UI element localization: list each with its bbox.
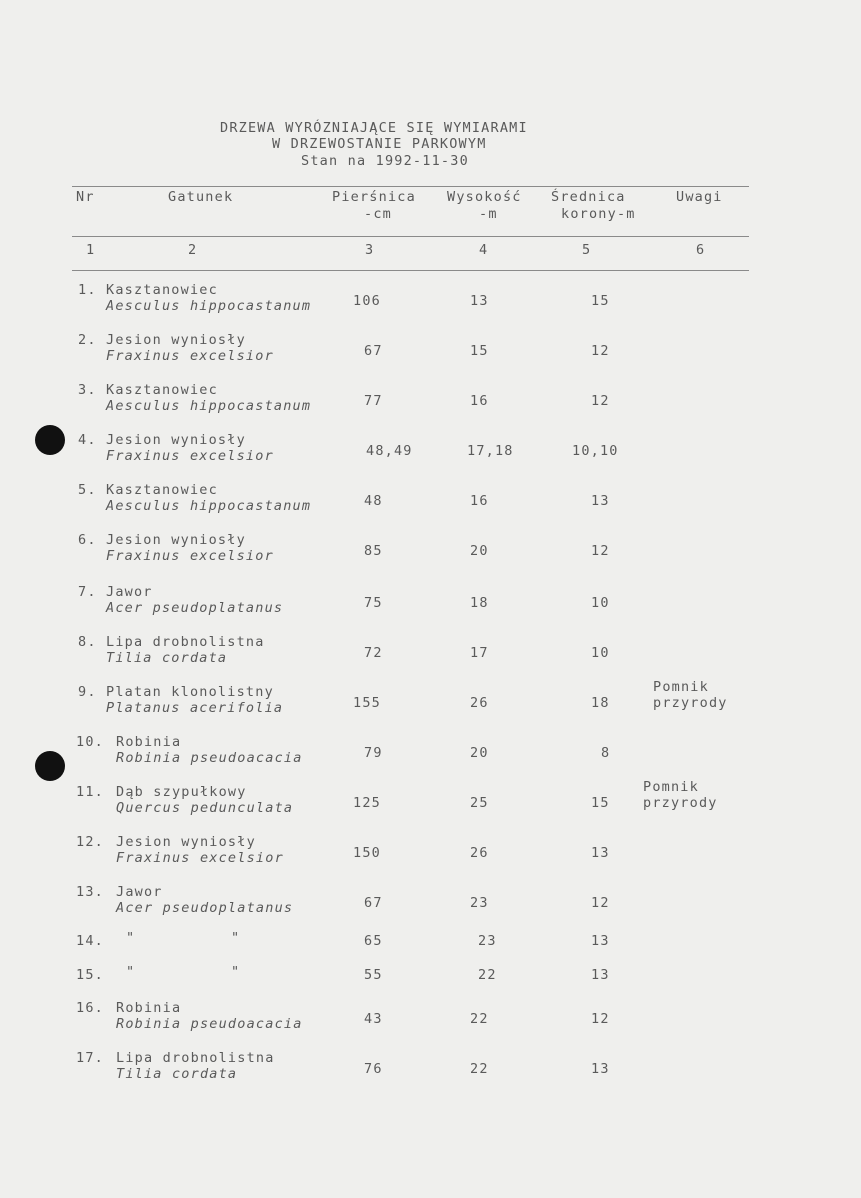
row-number: 15. [76, 967, 104, 983]
species-name: Kasztanowiec [106, 482, 218, 498]
piersnica-cell: 150 [353, 845, 381, 861]
species-latin-name: Aesculus hippocastanum [106, 398, 312, 414]
column-number: 1 [86, 242, 96, 258]
punch-hole [35, 425, 65, 455]
wysokosc-cell: 17,18 [467, 443, 514, 459]
row-number: 3. [78, 382, 97, 398]
row-number: 8. [78, 634, 97, 650]
header-piersnica: Pierśnica [332, 189, 416, 205]
piersnica-cell: 79 [364, 745, 383, 761]
wysokosc-cell: 22 [470, 1061, 489, 1077]
piersnica-cell: 48 [364, 493, 383, 509]
species-latin-name: Fraxinus excelsior [106, 548, 274, 564]
srednica-cell: 15 [591, 795, 610, 811]
species-latin-name: Fraxinus excelsior [116, 850, 284, 866]
uwagi-cell: Pomnik [653, 679, 709, 695]
species-latin-name: Quercus pedunculata [116, 800, 294, 816]
row-number: 10. [76, 734, 104, 750]
row-number: 12. [76, 834, 104, 850]
species-latin-name: Platanus acerifolia [106, 700, 284, 716]
wysokosc-cell: 13 [470, 293, 489, 309]
piersnica-cell: 67 [364, 895, 383, 911]
row-number: 14. [76, 933, 104, 949]
document-date: Stan na 1992-11-30 [301, 153, 469, 169]
species-name: Jesion wyniosły [116, 834, 256, 850]
row-number: 13. [76, 884, 104, 900]
wysokosc-cell: 20 [470, 543, 489, 559]
species-name: Jawor [106, 584, 153, 600]
srednica-cell: 18 [591, 695, 610, 711]
species-name: Jesion wyniosły [106, 532, 246, 548]
wysokosc-cell: 26 [470, 695, 489, 711]
srednica-cell: 8 [601, 745, 611, 761]
piersnica-cell: 67 [364, 343, 383, 359]
row-number: 4. [78, 432, 97, 448]
header-nr: Nr [76, 189, 95, 205]
column-number: 3 [365, 242, 375, 258]
piersnica-cell: 55 [364, 967, 383, 983]
piersnica-cell: 155 [353, 695, 381, 711]
species-latin-name: Robinia pseudoacacia [116, 750, 303, 766]
uwagi-cell: przyrody [643, 795, 718, 811]
wysokosc-cell: 16 [470, 493, 489, 509]
species-latin-name: Robinia pseudoacacia [116, 1016, 303, 1032]
row-number: 9. [78, 684, 97, 700]
species-name: Lipa drobnolistna [116, 1050, 275, 1066]
wysokosc-cell: 22 [470, 1011, 489, 1027]
species-latin-name: Aesculus hippocastanum [106, 298, 312, 314]
species-latin-name: Acer pseudoplatanus [116, 900, 294, 916]
srednica-cell: 10 [591, 645, 610, 661]
header-wysokosc-unit: -m [479, 206, 498, 222]
wysokosc-cell: 18 [470, 595, 489, 611]
srednica-cell: 10,10 [572, 443, 619, 459]
piersnica-cell: 43 [364, 1011, 383, 1027]
document-title-line1: DRZEWA WYRÓZNIAJĄCE SIĘ WYMIARAMI [220, 120, 528, 136]
wysokosc-cell: 15 [470, 343, 489, 359]
table-rule-top [72, 186, 749, 187]
piersnica-cell: 72 [364, 645, 383, 661]
table-rule-bottom [72, 270, 749, 271]
species-name: Jawor [116, 884, 163, 900]
srednica-cell: 12 [591, 895, 610, 911]
srednica-cell: 15 [591, 293, 610, 309]
piersnica-cell: 106 [353, 293, 381, 309]
row-number: 2. [78, 332, 97, 348]
row-number: 7. [78, 584, 97, 600]
header-piersnica-unit: -cm [364, 206, 392, 222]
column-number: 5 [582, 242, 592, 258]
species-latin-name: Acer pseudoplatanus [106, 600, 284, 616]
species-name: Kasztanowiec [106, 282, 218, 298]
wysokosc-cell: 16 [470, 393, 489, 409]
ditto-mark: " [231, 964, 241, 980]
piersnica-cell: 65 [364, 933, 383, 949]
header-uwagi: Uwagi [676, 189, 723, 205]
srednica-cell: 12 [591, 343, 610, 359]
srednica-cell: 12 [591, 393, 610, 409]
species-name: Jesion wyniosły [106, 432, 246, 448]
species-name: Jesion wyniosły [106, 332, 246, 348]
row-number: 6. [78, 532, 97, 548]
column-number: 2 [188, 242, 198, 258]
species-latin-name: Tilia cordata [116, 1066, 238, 1082]
header-srednica-unit: korony-m [561, 206, 636, 222]
species-name: Robinia [116, 734, 182, 750]
piersnica-cell: 75 [364, 595, 383, 611]
species-name: Dąb szypułkowy [116, 784, 247, 800]
column-number: 4 [479, 242, 489, 258]
species-name: Platan klonolistny [106, 684, 274, 700]
srednica-cell: 13 [591, 967, 610, 983]
species-latin-name: Fraxinus excelsior [106, 348, 274, 364]
wysokosc-cell: 22 [478, 967, 497, 983]
srednica-cell: 12 [591, 543, 610, 559]
ditto-mark: " [126, 964, 136, 980]
row-number: 16. [76, 1000, 104, 1016]
srednica-cell: 12 [591, 1011, 610, 1027]
srednica-cell: 10 [591, 595, 610, 611]
srednica-cell: 13 [591, 493, 610, 509]
row-number: 1. [78, 282, 97, 298]
species-latin-name: Tilia cordata [106, 650, 228, 666]
srednica-cell: 13 [591, 845, 610, 861]
species-latin-name: Aesculus hippocastanum [106, 498, 312, 514]
wysokosc-cell: 23 [478, 933, 497, 949]
header-wysokosc: Wysokość [447, 189, 522, 205]
piersnica-cell: 76 [364, 1061, 383, 1077]
species-name: Robinia [116, 1000, 182, 1016]
species-latin-name: Fraxinus excelsior [106, 448, 274, 464]
column-number: 6 [696, 242, 706, 258]
document-title-line2: W DRZEWOSTANIE PARKOWYM [272, 136, 487, 152]
piersnica-cell: 125 [353, 795, 381, 811]
piersnica-cell: 48,49 [366, 443, 413, 459]
ditto-mark: " [126, 930, 136, 946]
uwagi-cell: Pomnik [643, 779, 699, 795]
srednica-cell: 13 [591, 1061, 610, 1077]
row-number: 17. [76, 1050, 104, 1066]
wysokosc-cell: 17 [470, 645, 489, 661]
header-srednica: Średnica [551, 189, 626, 205]
wysokosc-cell: 23 [470, 895, 489, 911]
ditto-mark: " [231, 930, 241, 946]
piersnica-cell: 77 [364, 393, 383, 409]
wysokosc-cell: 26 [470, 845, 489, 861]
wysokosc-cell: 20 [470, 745, 489, 761]
wysokosc-cell: 25 [470, 795, 489, 811]
species-name: Kasztanowiec [106, 382, 218, 398]
header-gatunek: Gatunek [168, 189, 234, 205]
piersnica-cell: 85 [364, 543, 383, 559]
row-number: 11. [76, 784, 104, 800]
table-rule-middle [72, 236, 749, 237]
srednica-cell: 13 [591, 933, 610, 949]
punch-hole [35, 751, 65, 781]
species-name: Lipa drobnolistna [106, 634, 265, 650]
row-number: 5. [78, 482, 97, 498]
uwagi-cell: przyrody [653, 695, 728, 711]
